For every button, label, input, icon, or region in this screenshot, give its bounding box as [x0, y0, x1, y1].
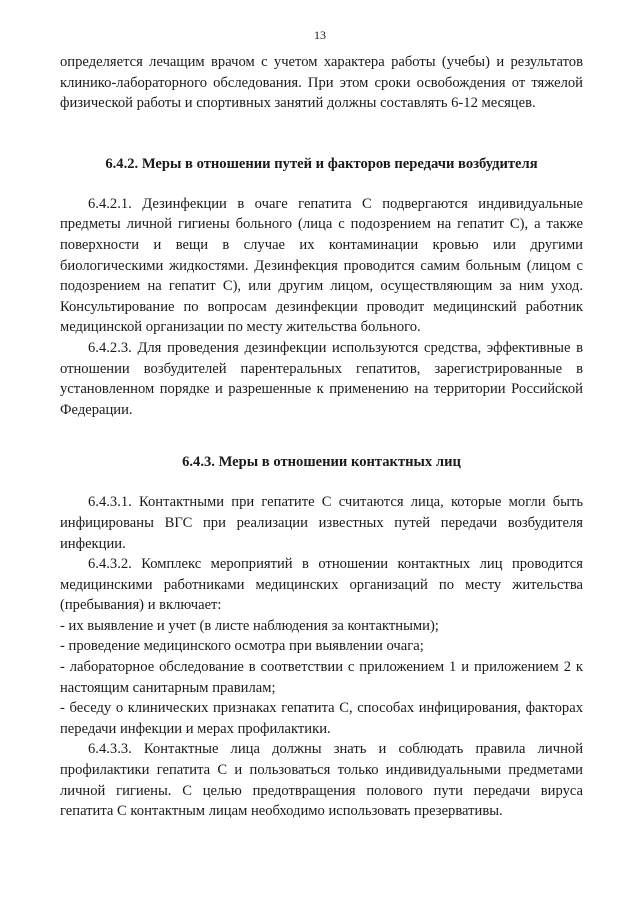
list-item: - беседу о клинических признаках гепатита С, способах инфицирования, факторах передачи инфекции и мерах профилактики. [60, 700, 583, 737]
paragraph-6-4-3-2: 6.4.3.2. Комплекс мероприятий в отношении контактных лиц проводится медицинскими работниками медицинских организаций по месту жительства (пребывания) и включает: [60, 556, 583, 614]
list-item: - лабораторное обследование в соответствии с приложением 1 и приложением 2 к настоящим санитарным правилам; [60, 659, 583, 696]
paragraph-6-4-2-1: 6.4.2.1. Дезинфекции в очаге гепатита С подвергаются индивидуальные предметы личной гигиены больного (лица с подозрением на гепатит С), а также поверхности и вещи в случае их контаминации кровью или другими биологическими жидкостями. Дезинфекция проводится самим больным (лицом с подозрением на гепатит С), или другим лицом, осуществляющим за ним уход. Консультирование по вопросам дезинфекции проводит медицинский работник медицинской организации по месту жительства больного. [60, 195, 583, 336]
paragraph-6-4-2-3: 6.4.2.3. Для проведения дезинфекции используются средства, эффективные в отношении возбудителей парентеральных гепатитов, зарегистрированные в установленном порядке и разрешенные к применению на территории Российской Федерации. [60, 339, 583, 418]
section-6-4-3-heading: 6.4.3. Меры в отношении контактных лиц [182, 454, 461, 471]
section-6-4-2-heading: 6.4.2. Меры в отношении путей и факторов передачи возбудителя [105, 155, 538, 172]
list-item: - их выявление и учет (в листе наблюдения за контактными); [60, 617, 439, 634]
page-number: 13 [314, 28, 326, 42]
paragraph-6-4-3-3: 6.4.3.3. Контактные лица должны знать и соблюдать правила личной профилактики гепатита С и пользоваться только индивидуальными предметами личной гигиены. С целью предотвращения полового пути передачи вируса гепатита С контактным лицам необходимо использовать презервативы. [60, 741, 583, 820]
paragraph-6-4-3-1: 6.4.3.1. Контактными при гепатите С считаются лица, которые могли быть инфицированы ВГС при реализации известных путей передачи возбудителя инфекции. [60, 494, 583, 552]
list-item: - проведение медицинского осмотра при выявлении очага; [60, 638, 424, 655]
intro-paragraph: определяется лечащим врачом с учетом характера работы (учебы) и результатов клинико-лабораторного обследования. При этом сроки освобождения от тяжелой физической работы и спортивных занятий должны составлять 6-12 месяцев. [60, 54, 583, 112]
document-body [60, 52, 583, 822]
